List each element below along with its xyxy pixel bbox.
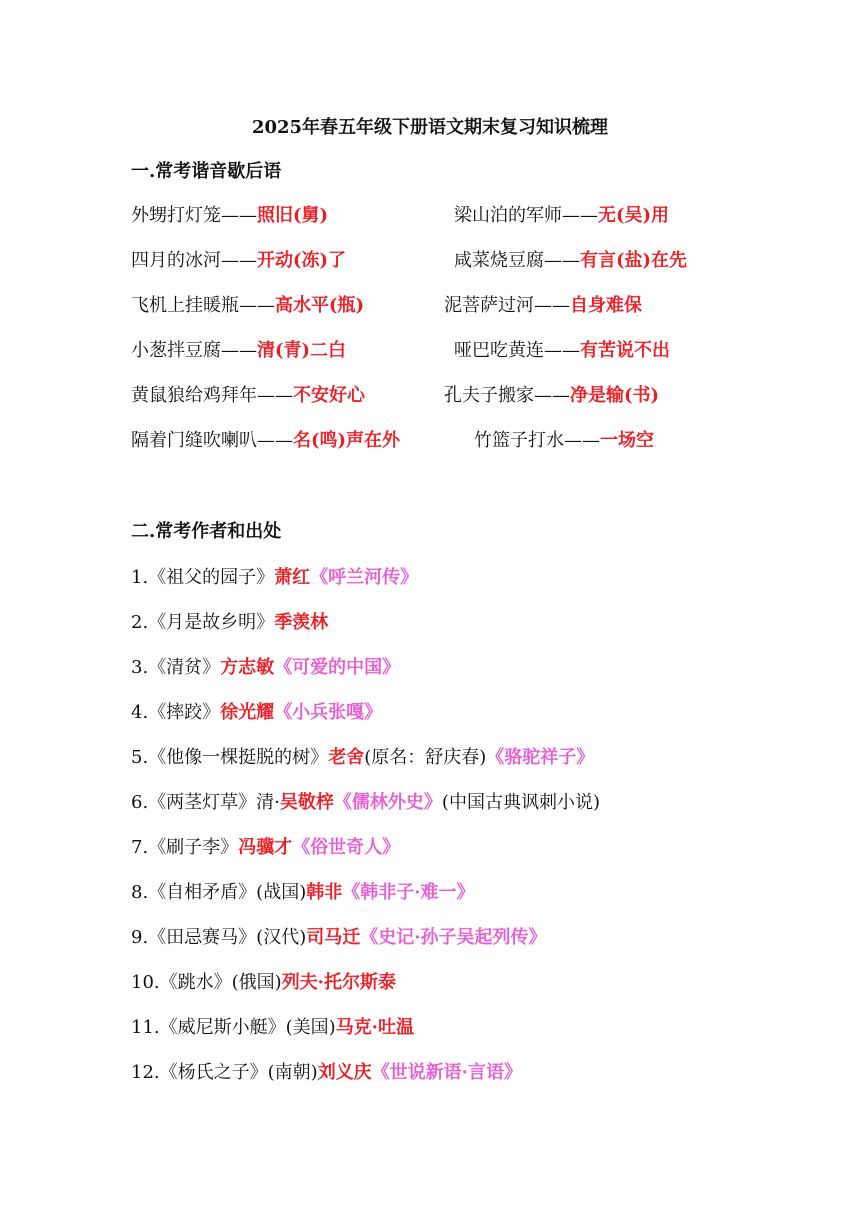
work-title: 《祖父的园子》 <box>148 567 275 588</box>
proverb-left <box>131 338 346 364</box>
author-item <box>131 655 400 681</box>
work-title: 《自相矛盾》(战国) <box>148 882 307 903</box>
proverb-row <box>0 293 860 319</box>
item-number: 1. <box>131 567 149 588</box>
work-title: 《他像一棵挺脱的树》 <box>148 747 329 768</box>
author-name: 司马迁 <box>306 927 361 948</box>
proverb-right <box>444 293 642 319</box>
author-item <box>131 1060 522 1086</box>
item-number: 9. <box>131 927 149 948</box>
source-book: 《小兵张嘎》 <box>274 702 383 723</box>
work-title: 《跳水》(俄国) <box>159 972 282 993</box>
proverb-row <box>0 383 860 409</box>
proverb-row <box>0 203 860 229</box>
proverb-riddle: 隔着门缝吹喇叭—— <box>131 430 293 451</box>
author-name: 列夫·托尔斯泰 <box>281 972 396 993</box>
proverb-left <box>131 428 400 454</box>
proverb-answer: 有苦说不出 <box>580 340 670 361</box>
item-number: 3. <box>131 657 149 678</box>
item-number: 6. <box>131 792 149 813</box>
proverb-right <box>444 383 659 409</box>
proverb-riddle: 黄鼠狼给鸡拜年—— <box>131 385 293 406</box>
author-note: (原名：舒庆春) <box>364 747 487 768</box>
work-title: 《田忌赛马》(汉代) <box>148 927 307 948</box>
source-book: 《俗世奇人》 <box>292 837 401 858</box>
proverb-answer: 无(吴)用 <box>598 205 670 226</box>
proverb-right <box>454 203 669 229</box>
work-title: 《清贫》 <box>148 657 221 678</box>
source-book: 《呼兰河传》 <box>310 567 419 588</box>
proverb-row <box>0 338 860 364</box>
work-title: 《两茎灯草》清· <box>148 792 280 813</box>
proverb-riddle: 飞机上挂暖瓶—— <box>131 295 275 316</box>
proverb-left <box>131 203 328 229</box>
proverb-answer: 照旧(舅) <box>257 205 329 226</box>
proverb-right <box>454 248 687 274</box>
author-item <box>131 610 328 636</box>
proverb-row <box>0 428 860 454</box>
section-heading-authors: 二.常考作者和出处 <box>131 521 282 542</box>
proverb-riddle: 咸菜烧豆腐—— <box>454 250 580 271</box>
source-book: 《骆驼祥子》 <box>486 747 595 768</box>
author-item <box>131 565 418 591</box>
source-book: 《韩非子·难一》 <box>342 882 475 903</box>
proverb-riddle: 哑巴吃黄连—— <box>454 340 580 361</box>
author-name: 吴敬梓 <box>279 792 334 813</box>
author-name: 刘义庆 <box>317 1062 372 1083</box>
document-title: 2025年春五年级下册语文期末复习知识梳理 <box>251 117 609 138</box>
proverb-riddle: 泥菩萨过河—— <box>444 295 570 316</box>
item-number: 8. <box>131 882 149 903</box>
author-item <box>131 925 547 951</box>
author-item <box>131 970 396 996</box>
author-name: 马克·吐温 <box>335 1017 414 1038</box>
author-name: 冯骥才 <box>238 837 293 858</box>
item-number: 10. <box>131 972 160 993</box>
work-title: 《威尼斯小艇》(美国) <box>159 1017 336 1038</box>
proverb-riddle: 孔夫子搬家—— <box>444 385 570 406</box>
proverb-answer: 名(鸣)声在外 <box>293 430 401 451</box>
item-number: 11. <box>131 1017 160 1038</box>
author-item <box>131 700 382 726</box>
work-title: 《月是故乡明》 <box>148 612 275 633</box>
source-book: 《史记·孙子吴起列传》 <box>360 927 547 948</box>
proverb-answer: 净是输(书) <box>570 385 660 406</box>
author-item <box>131 745 594 771</box>
item-number: 12. <box>131 1062 160 1083</box>
proverb-answer: 清(青)二白 <box>257 340 347 361</box>
proverb-right <box>474 428 654 454</box>
item-number: 5. <box>131 747 149 768</box>
proverb-row <box>0 248 860 274</box>
author-item <box>131 790 600 816</box>
proverb-riddle: 小葱拌豆腐—— <box>131 340 257 361</box>
item-number: 7. <box>131 837 149 858</box>
proverb-right <box>454 338 670 364</box>
author-name: 季羡林 <box>274 612 329 633</box>
author-item <box>131 835 400 861</box>
author-name: 萧红 <box>274 567 311 588</box>
item-number: 2. <box>131 612 149 633</box>
proverb-left <box>131 293 364 319</box>
proverb-answer: 高水平(瓶) <box>275 295 365 316</box>
proverb-riddle: 梁山泊的军师—— <box>454 205 598 226</box>
source-book: 《世说新语·言语》 <box>371 1062 522 1083</box>
author-name: 老舍 <box>328 747 365 768</box>
author-name: 韩非 <box>306 882 343 903</box>
work-title: 《杨氏之子》(南朝) <box>159 1062 318 1083</box>
proverb-riddle: 四月的冰河—— <box>131 250 257 271</box>
proverb-answer: 自身难保 <box>570 295 642 316</box>
source-book: 《儒林外史》 <box>333 792 442 813</box>
work-title: 《刷子李》 <box>148 837 239 858</box>
proverb-answer: 有言(盐)在先 <box>580 250 688 271</box>
work-title: 《摔跤》 <box>148 702 221 723</box>
proverb-left <box>131 383 365 409</box>
item-number: 4. <box>131 702 149 723</box>
proverb-riddle: 竹篮子打水—— <box>474 430 600 451</box>
section-heading-xiehouyu: 一.常考谐音歇后语 <box>131 161 282 182</box>
proverb-answer: 不安好心 <box>293 385 365 406</box>
proverb-riddle: 外甥打灯笼—— <box>131 205 257 226</box>
proverb-answer: 一场空 <box>600 430 654 451</box>
author-name: 徐光耀 <box>220 702 275 723</box>
proverb-left <box>131 248 346 274</box>
source-book: 《可爱的中国》 <box>274 657 401 678</box>
proverb-answer: 开动(冻)了 <box>257 250 347 271</box>
author-item <box>131 1015 414 1041</box>
author-item <box>131 880 475 906</box>
author-name: 方志敏 <box>220 657 275 678</box>
source-note: (中国古典讽刺小说) <box>441 792 600 813</box>
